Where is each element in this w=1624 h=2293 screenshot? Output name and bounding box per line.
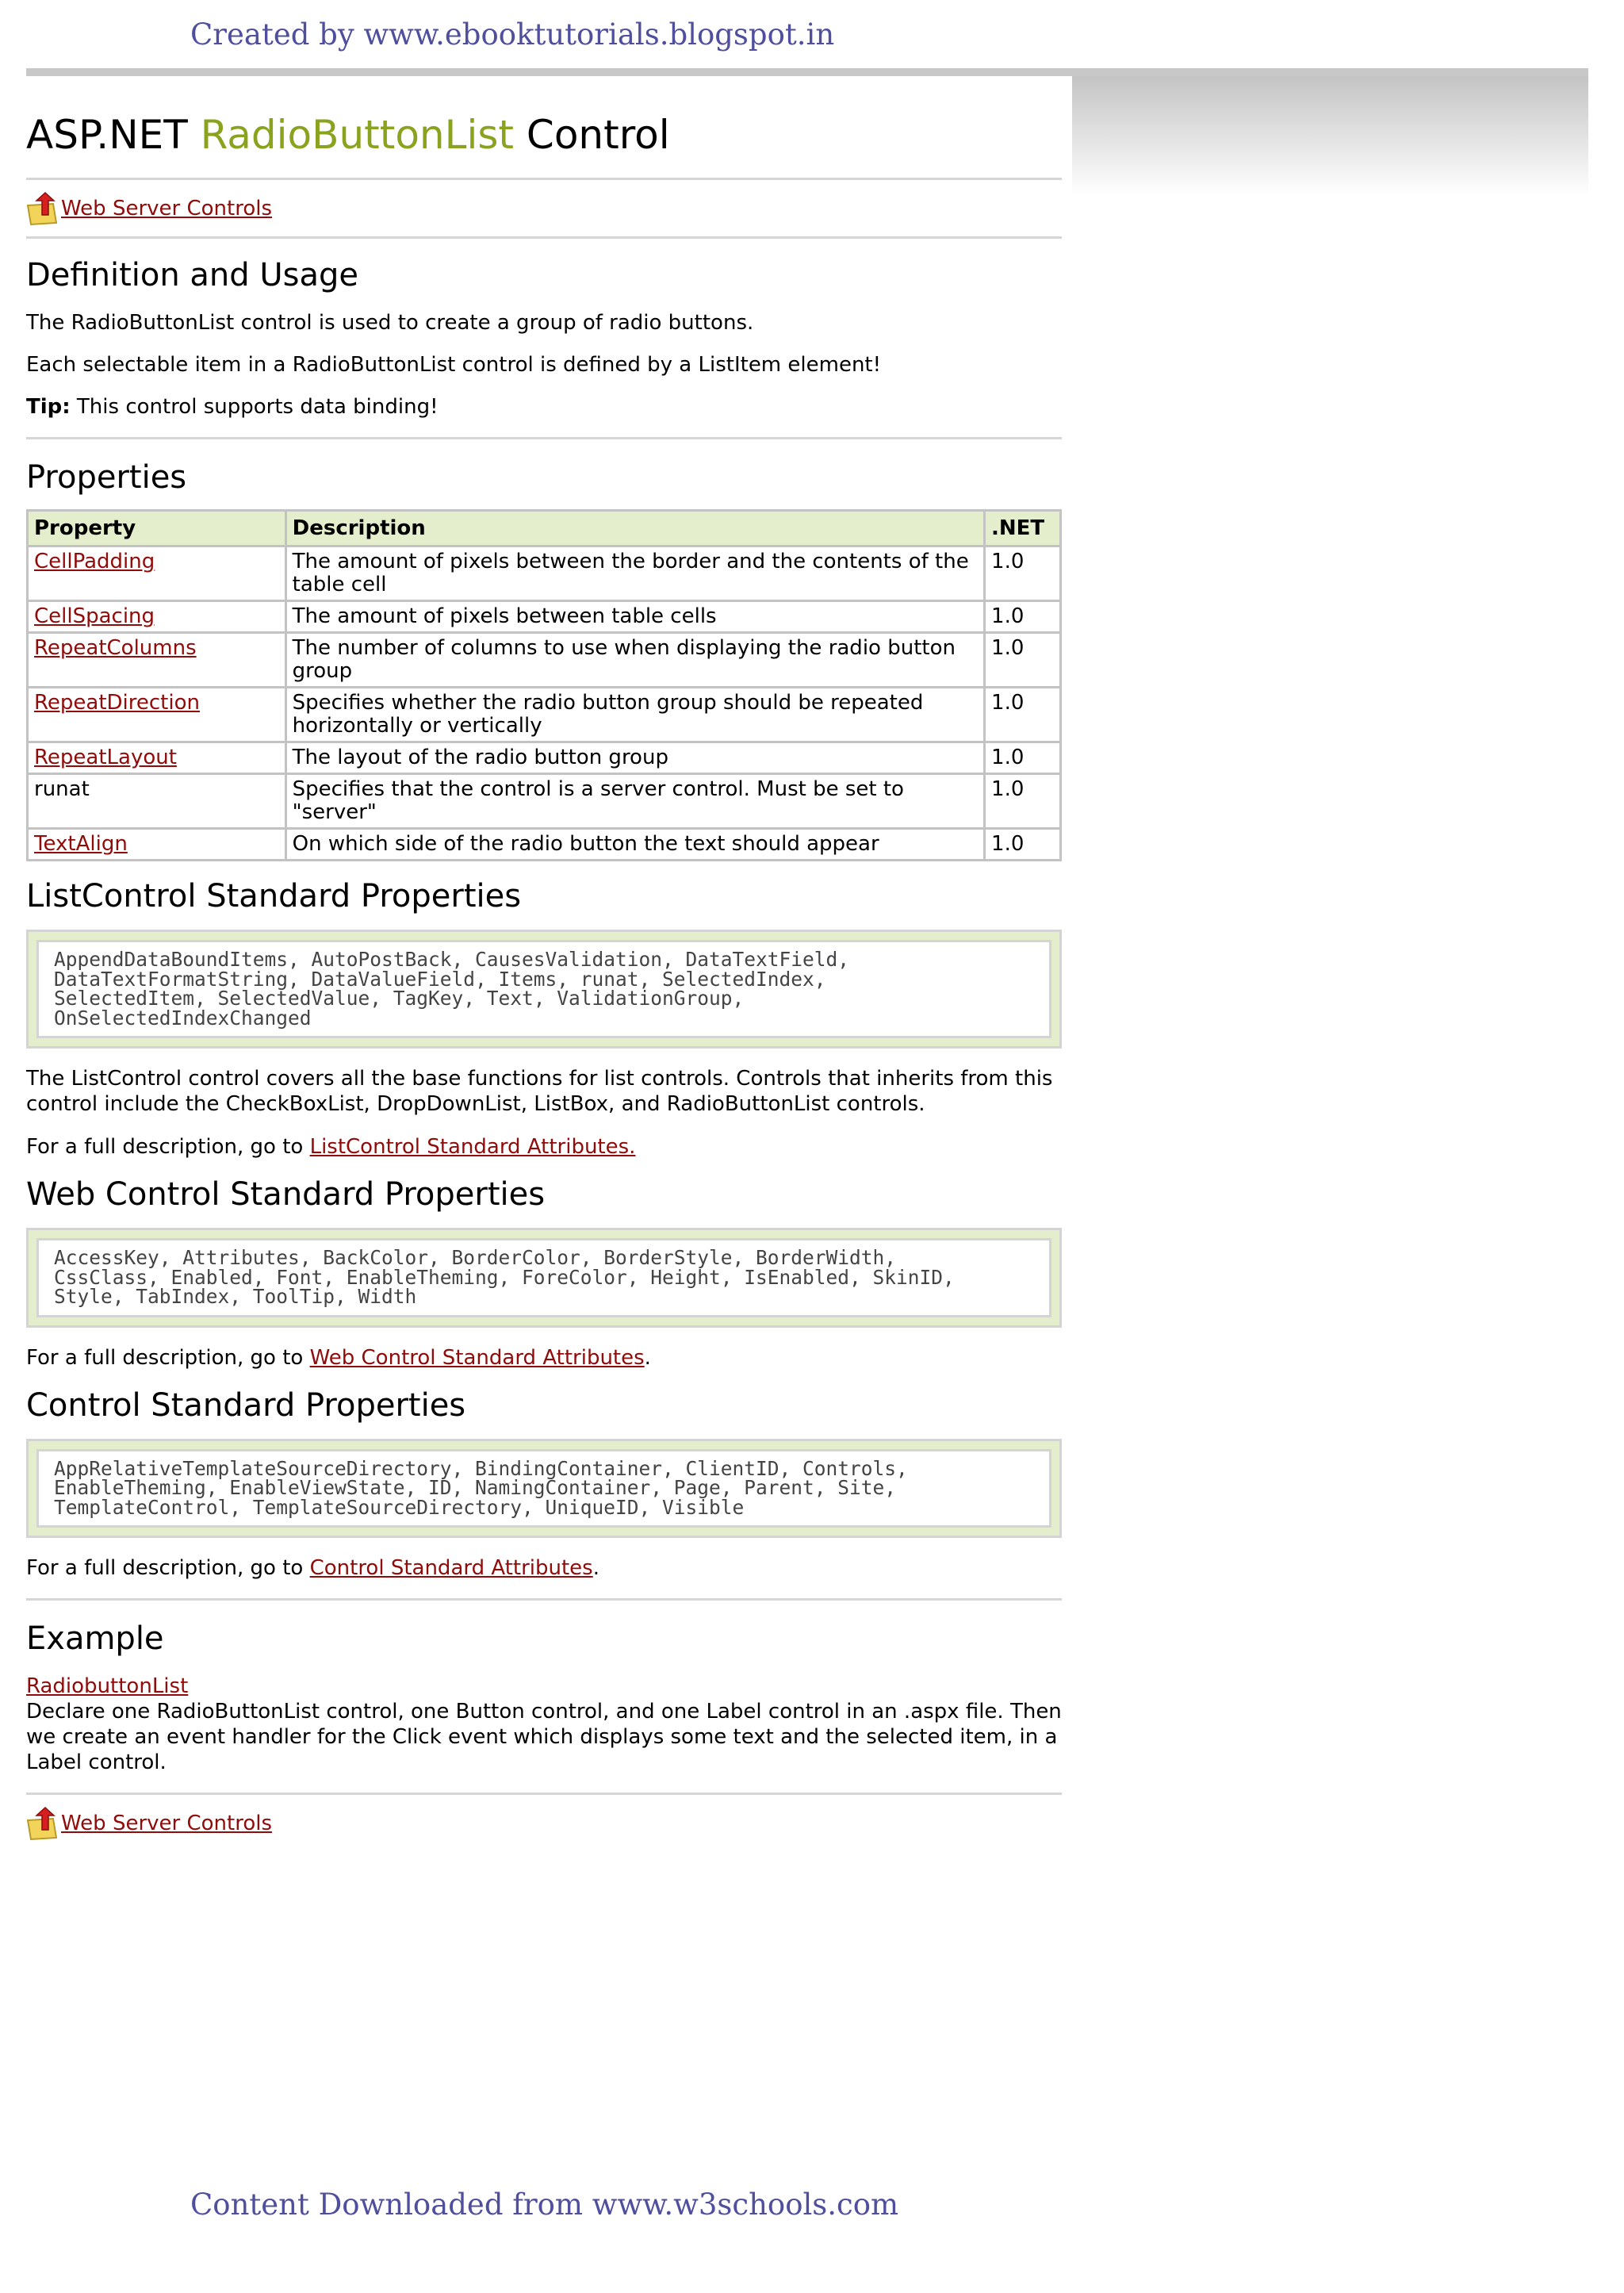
control-full-description: For a full description, go to Control Standard Attributes. [26, 1556, 599, 1580]
header-credit: Created by www.ebooktutorials.blogspot.in [190, 17, 835, 52]
property-link-repeatcolumns[interactable]: RepeatColumns [34, 636, 197, 660]
property-description: The amount of pixels between table cells [285, 601, 984, 633]
listcontrol-attributes-link[interactable]: ListControl Standard Attributes. [309, 1135, 636, 1159]
listcontrol-heading: ListControl Standard Properties [26, 878, 522, 915]
control-code: AppRelativeTemplateSourceDirectory, BindingContainer, ClientID, Controls, EnableTheming, EnableViewState, ID, NamingContainer, Page, Parent, Site, TemplateControl, TemplateSourceDirectory, UniqueID, Visible [36, 1449, 1051, 1528]
listcontrol-full-description: For a full description, go to ListControl Standard Attributes. [26, 1135, 636, 1159]
webcontrol-full-description: For a full description, go to Web Control Standard Attributes. [26, 1345, 651, 1370]
page-title: ASP.NET RadioButtonList Control [26, 112, 670, 158]
example-heading: Example [26, 1620, 164, 1657]
table-row [28, 688, 1061, 742]
webcontrol-code: AccessKey, Attributes, BackColor, BorderColor, BorderStyle, BorderWidth, CssClass, Enabled, Font, EnableTheming, ForeColor, Height, IsEnabled, SkinID, Style, TabIndex, ToolTip, Width [36, 1238, 1051, 1317]
divider [26, 437, 1062, 439]
property-version: 1.0 [985, 742, 1061, 774]
table-row [28, 829, 1061, 861]
property-description: The amount of pixels between the border and the contents of the table cell [285, 546, 984, 601]
nav-link[interactable]: Web Server Controls [61, 196, 273, 220]
nav-web-server-controls-top[interactable] [26, 180, 1062, 236]
property-version: 1.0 [985, 601, 1061, 633]
property-description: On which side of the radio button the text should appear [285, 829, 984, 861]
property-link-repeatdirection[interactable]: RepeatDirection [34, 691, 200, 715]
properties-table [26, 509, 1062, 861]
control-code-box [26, 1439, 1062, 1539]
column-header: Property [28, 511, 286, 546]
control-heading: Control Standard Properties [26, 1386, 466, 1424]
webcontrol-heading: Web Control Standard Properties [26, 1176, 546, 1213]
footer-credit: Content Downloaded from www.w3schools.com [190, 2188, 899, 2222]
definition-text: Each selectable item in a RadioButtonList control is defined by a ListItem element! [26, 353, 882, 377]
definition-text: The RadioButtonList control is used to create a group of radio buttons. [26, 311, 754, 335]
table-row [28, 774, 1061, 829]
property-link-repeatlayout[interactable]: RepeatLayout [34, 746, 177, 769]
property-link-textalign[interactable]: TextAlign [34, 832, 128, 856]
property-link-cellpadding[interactable]: CellPadding [34, 550, 155, 573]
property-version: 1.0 [985, 774, 1061, 829]
property-name: runat [28, 774, 286, 829]
tip-text: Tip: This control supports data binding! [26, 395, 439, 419]
example-description: Declare one RadioButtonList control, one Button control, and one Label control in an .aspx file. Then we create an event handler for the Click event which displays some text and the selected item, in a Label control. [26, 1700, 1062, 1774]
table-row [28, 633, 1061, 688]
main-content [26, 76, 1062, 1851]
property-description: The number of columns to use when displaying the radio button group [285, 633, 984, 688]
property-version: 1.0 [985, 633, 1061, 688]
property-description: Specifies whether the radio button group should be repeated horizontally or vertically [285, 688, 984, 742]
right-gradient-panel [1072, 76, 1588, 195]
properties-heading: Properties [26, 459, 187, 496]
nav-link[interactable]: Web Server Controls [61, 1811, 273, 1835]
column-header: .NET [985, 511, 1061, 546]
definition-heading: Definition and Usage [26, 257, 359, 293]
table-row [28, 546, 1061, 601]
listcontrol-code-box [26, 930, 1062, 1049]
webcontrol-attributes-link[interactable]: Web Control Standard Attributes [309, 1345, 645, 1370]
property-description: Specifies that the control is a server control. Must be set to "server" [285, 774, 984, 829]
folder-up-arrow-icon [26, 1806, 59, 1841]
divider [26, 1598, 1062, 1601]
nav-web-server-controls-bottom[interactable] [26, 1795, 1062, 1851]
table-row [28, 742, 1061, 774]
listcontrol-description: The ListControl control covers all the base functions for list controls. Controls that inherits from this control include the CheckBoxList, DropDownList, ListBox, and RadioButtonList controls. [26, 1067, 1053, 1116]
definition-section [26, 239, 1062, 420]
property-version: 1.0 [985, 688, 1061, 742]
webcontrol-code-box [26, 1228, 1062, 1328]
column-header: Description [285, 511, 984, 546]
table-row [28, 601, 1061, 633]
control-attributes-link[interactable]: Control Standard Attributes [309, 1556, 593, 1580]
folder-up-arrow-icon [26, 191, 59, 226]
example-link-line [26, 1674, 1062, 1699]
listcontrol-code: AppendDataBoundItems, AutoPostBack, CausesValidation, DataTextField, DataTextFormatString, DataValueField, Items, runat, SelectedIndex, SelectedItem, SelectedValue, TagKey, Text, ValidationGroup, OnSelectedIndexChanged [36, 940, 1051, 1038]
property-link-cellspacing[interactable]: CellSpacing [34, 604, 155, 628]
table-header-row [28, 511, 1061, 546]
top-bar [26, 68, 1588, 76]
property-description: The layout of the radio button group [285, 742, 984, 774]
property-version: 1.0 [985, 829, 1061, 861]
example-link[interactable]: RadiobuttonList [26, 1674, 189, 1698]
property-version: 1.0 [985, 546, 1061, 601]
